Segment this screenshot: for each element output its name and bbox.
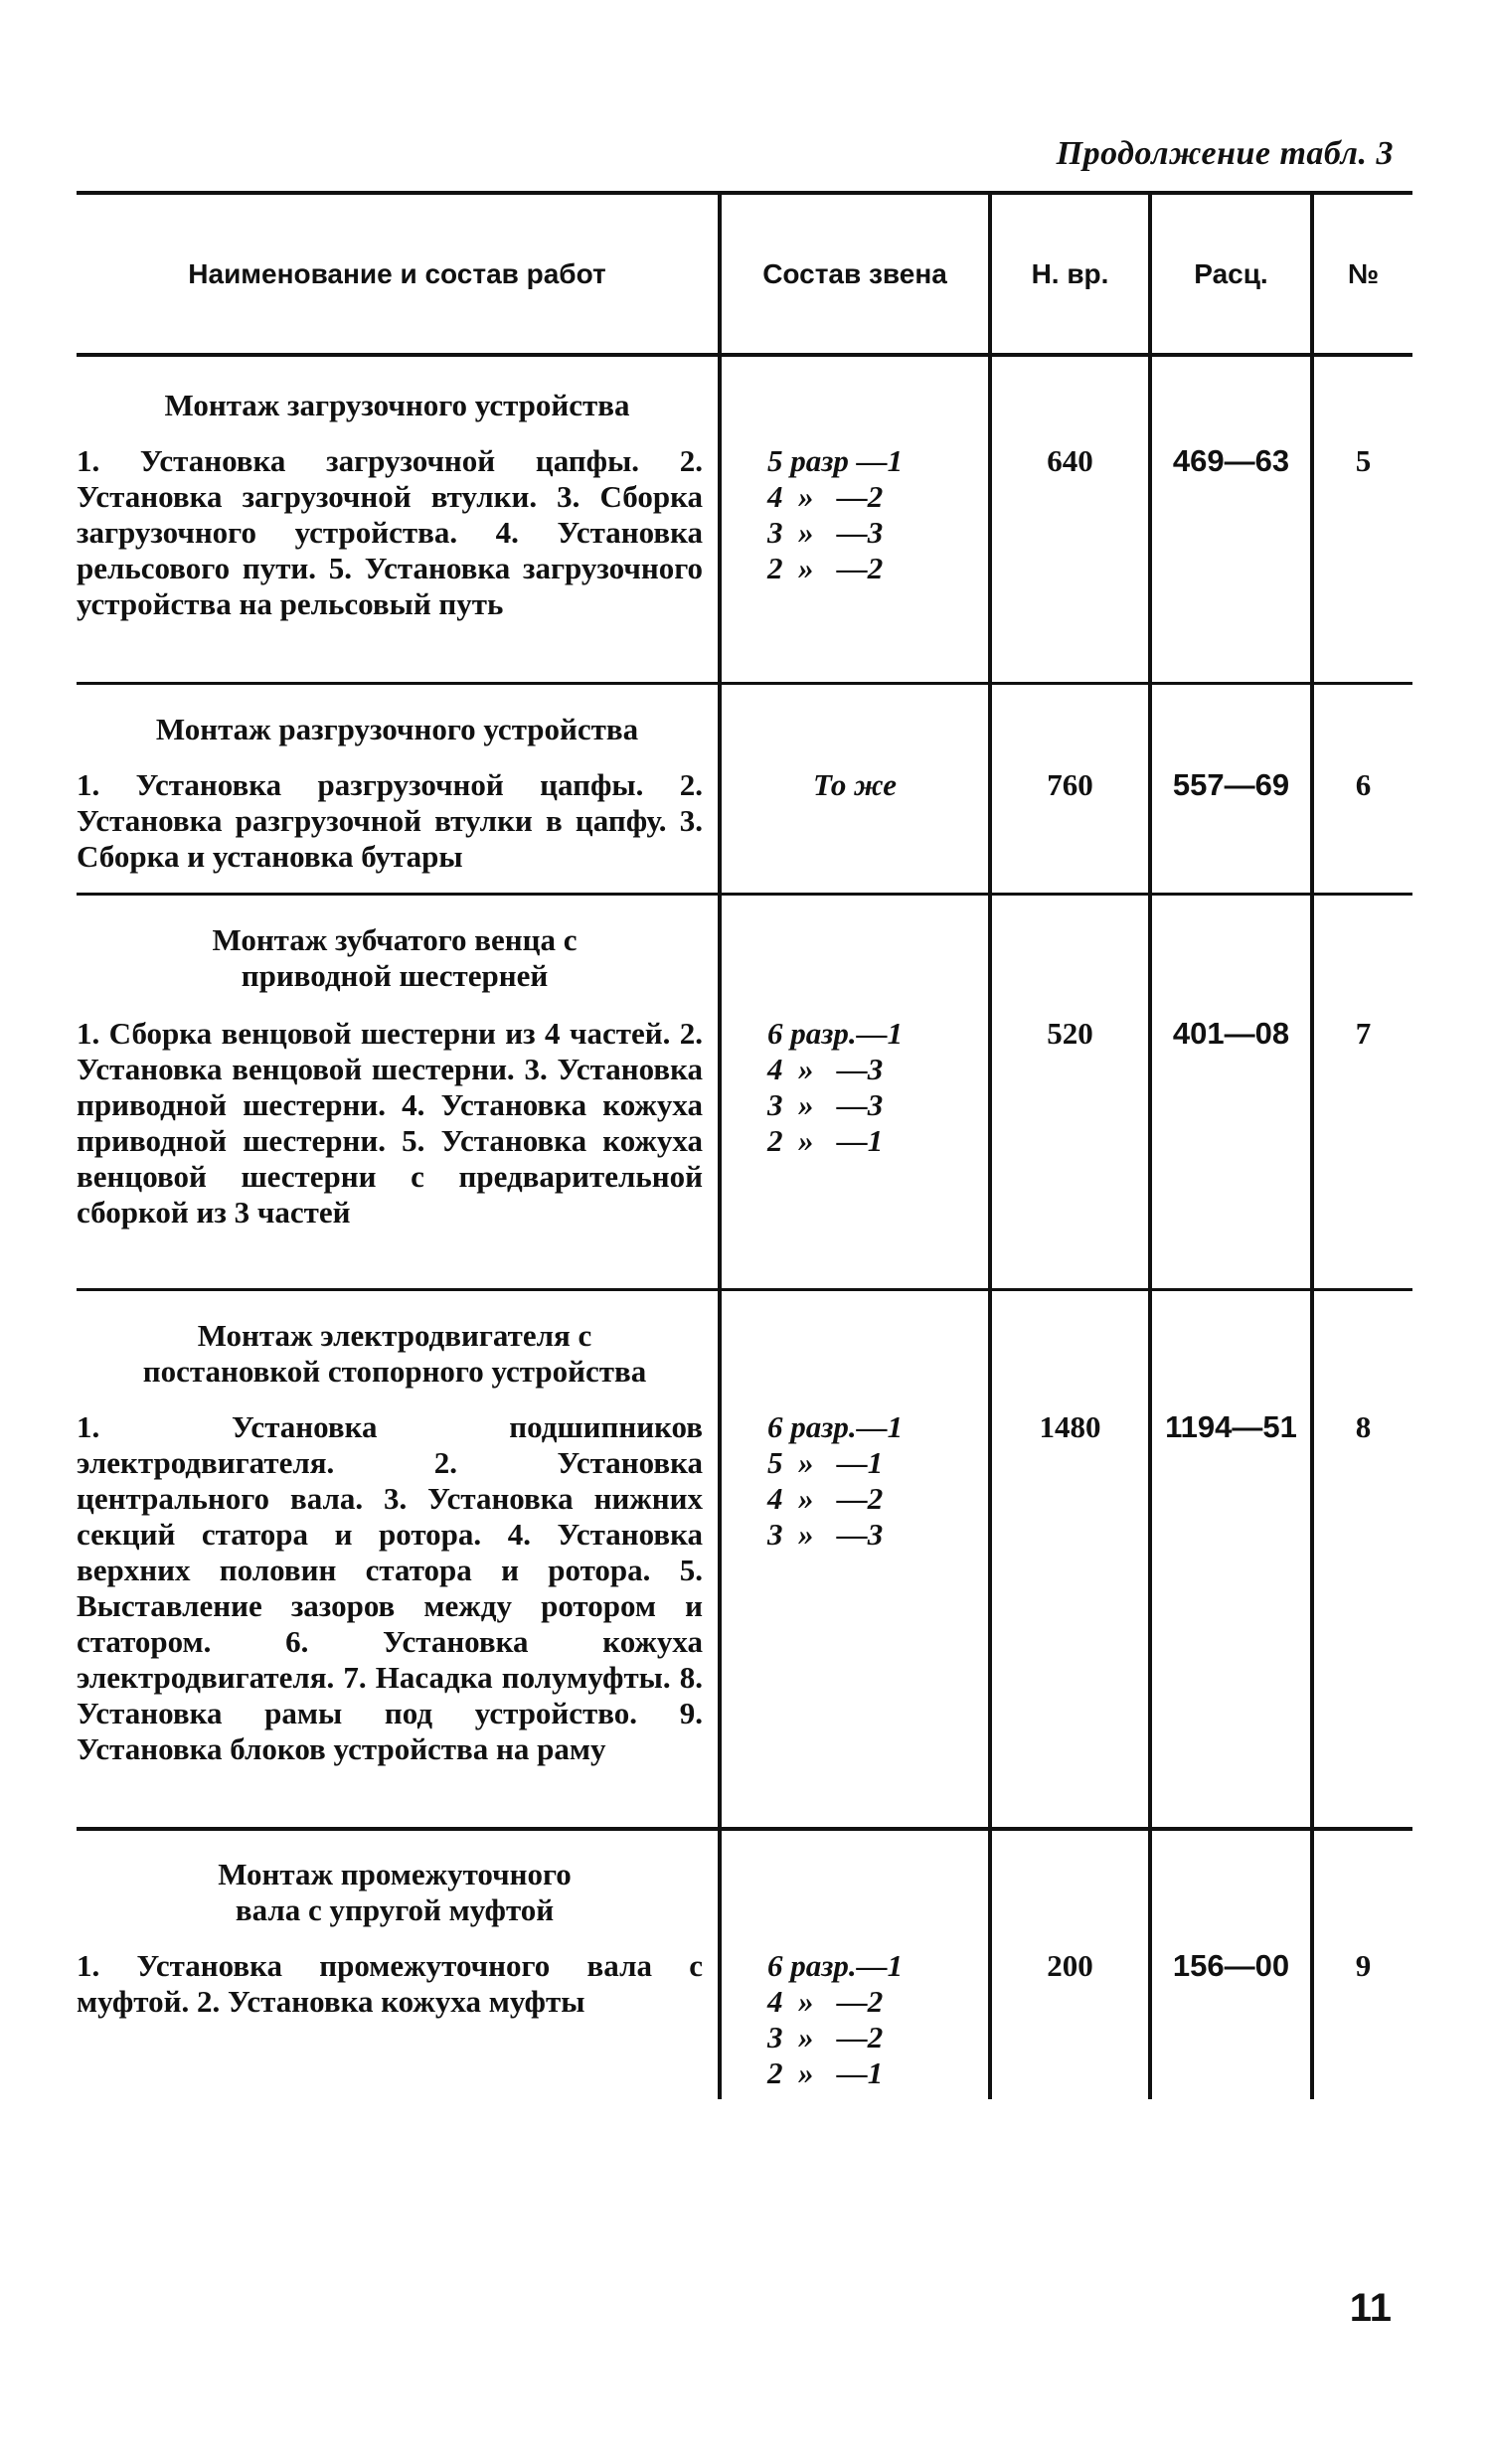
crew-composition: То же: [813, 767, 897, 802]
row-divider: [77, 682, 1412, 685]
section-title: Монтаж зубчатого венца с приводной шестерней: [212, 922, 578, 993]
crew-composition: 6 разр.—1 4 » —3 3 » —3 2 » —1: [767, 1016, 904, 1158]
row-divider: [77, 893, 1412, 896]
row-number: 5: [1355, 443, 1372, 478]
time-norm: 200: [1047, 1948, 1093, 1983]
work-description: 1. Установка подшипников электродвигателя. 2. Установка центрального вала. 3. Установка нижних секций статора и ротора. 4. Установка верхних половин статора и ротора. 5. Выставление зазоров между ротором и статором. 6. Установка кожуха электродвигателя. 7. Насадка полумуфты. 8. Установка рамы под устройство. 9. Установка блоков устройства на раму: [77, 1409, 703, 1766]
row-divider: [77, 1288, 1412, 1291]
rate-value: 401—08: [1172, 1016, 1290, 1051]
time-norm: 640: [1047, 443, 1093, 478]
rate-value: 156—00: [1172, 1948, 1290, 1983]
crew-composition: 6 разр.—1 5 » —1 4 » —2 3 » —3: [767, 1409, 904, 1552]
row-number: 9: [1355, 1948, 1372, 1983]
time-norm: 760: [1047, 767, 1093, 802]
section-title: Монтаж разгрузочного устройства: [155, 712, 639, 746]
crew-composition: 5 разр —1 4 » —2 3 » —3 2 » —2: [767, 443, 904, 585]
section-title: Монтаж загрузочного устройства: [164, 388, 630, 422]
work-description: 1. Установка промежуточного вала с муфтой. 2. Установка кожуха муфты: [77, 1948, 703, 2019]
time-norm: 1480: [1039, 1409, 1101, 1444]
table-caption: Продолжение табл. 3: [1056, 135, 1394, 172]
rate-value: 1194—51: [1165, 1409, 1297, 1444]
header-number: №: [1347, 258, 1380, 289]
row-divider: [77, 1827, 1412, 1831]
rate-value: 469—63: [1172, 443, 1290, 478]
time-norm: 520: [1047, 1016, 1093, 1051]
work-description: 1. Установка разгрузочной цапфы. 2. Установка разгрузочной втулки в цапфу. 3. Сборка и установка бутары: [77, 767, 703, 874]
header-bottom-rule: [77, 353, 1412, 357]
header-norm: Н. вр.: [1031, 258, 1109, 289]
row-number: 8: [1355, 1409, 1372, 1444]
header-rate: Расц.: [1194, 258, 1268, 289]
column-divider: [718, 191, 722, 2099]
row-number: 6: [1355, 767, 1372, 802]
work-description: 1. Сборка венцовой шестерни из 4 частей. 2. Установка венцовой шестерни. 3. Установка приводной шестерни. 4. Установка кожуха приводной шестерни. 5. Установка кожуха венцовой шестерни с предварительной сборкой из 3 частей: [77, 1016, 703, 1230]
work-description: 1. Установка загрузочной цапфы. 2. Установка загрузочной втулки. 3. Сборка загрузочного устройства. 4. Установка рельсового пути. 5. Установка загрузочного устройства на рельсовый путь: [77, 443, 703, 621]
page-number: 11: [1349, 2286, 1392, 2330]
table-top-rule: [77, 191, 1412, 195]
rate-value: 557—69: [1172, 767, 1290, 802]
section-title: Монтаж промежуточного вала с упругой муфтой: [218, 1857, 572, 1927]
crew-composition: 6 разр.—1 4 » —2 3 » —2 2 » —1: [767, 1948, 904, 2090]
header-crew: Состав звена: [762, 258, 947, 289]
header-name: Наименование и состав работ: [188, 258, 606, 289]
row-number: 7: [1355, 1016, 1372, 1051]
section-title: Монтаж электродвигателя с постановкой стопорного устройства: [142, 1318, 647, 1389]
